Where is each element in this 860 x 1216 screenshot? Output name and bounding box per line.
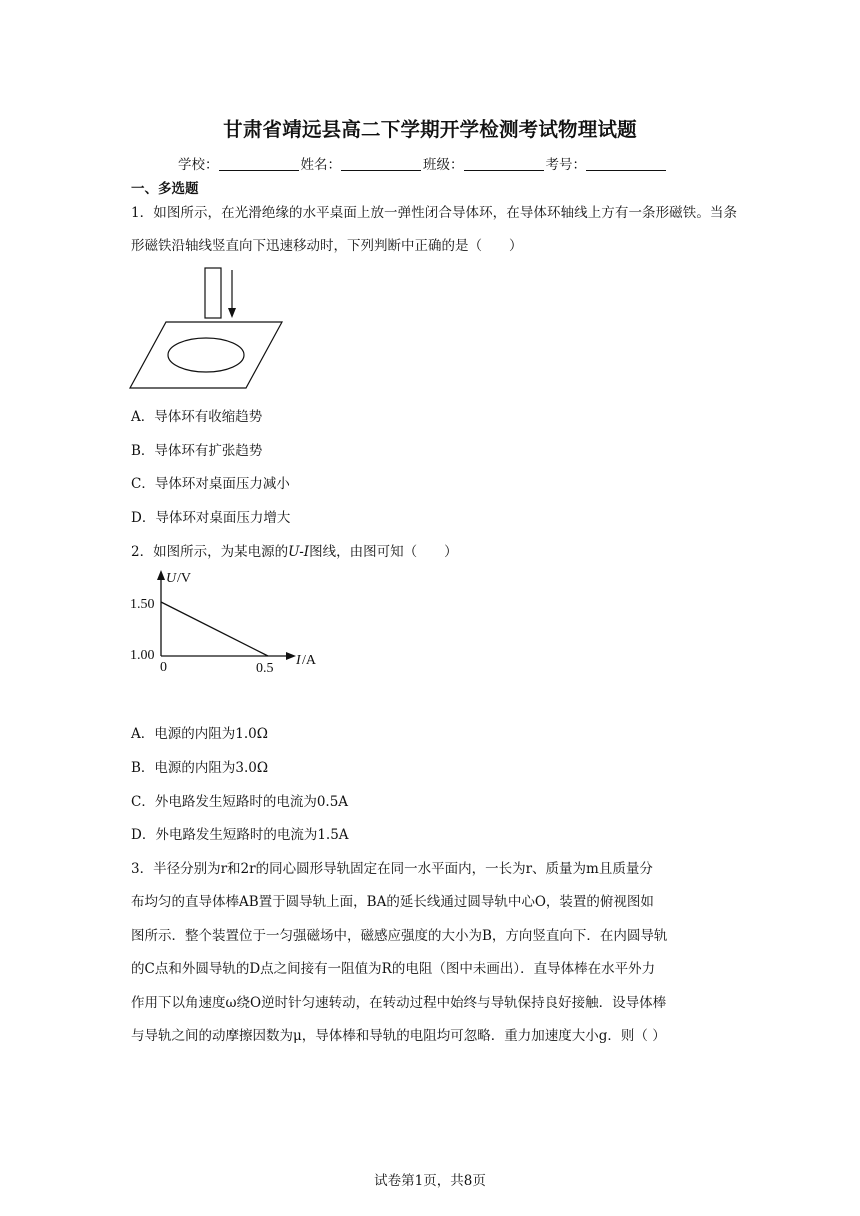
q2-suffix: 图线，由图可知（ ）	[309, 544, 458, 560]
q2-prefix: 2．如图所示，为某电源的	[131, 544, 289, 560]
question-3-line-6: 与导轨之间的动摩擦因数为μ，导体棒和导轨的电阻均可忽略．重力加速度大小g．则（ ）	[131, 1028, 666, 1044]
y-axis-unit: /V	[177, 571, 191, 586]
table-surface	[130, 322, 282, 388]
x-axis-unit: /A	[302, 653, 316, 668]
bar-magnet	[205, 268, 221, 318]
page-footer: 试卷第1页，共8页	[374, 1173, 486, 1189]
q2-option-c[interactable]: C．外电路发生短路时的电流为0.5A	[131, 794, 349, 810]
origin-label: 0	[160, 660, 167, 675]
school-label: 学校：	[178, 157, 219, 173]
q1-option-a[interactable]: A．导体环有收缩趋势	[131, 409, 263, 425]
x-axis-arrow	[286, 652, 296, 660]
section-heading: 一、多选题	[131, 181, 199, 197]
name-blank[interactable]	[341, 156, 421, 171]
motion-arrow-head	[228, 308, 236, 318]
q1-option-d[interactable]: D．导体环对桌面压力增大	[131, 510, 291, 526]
y-tick-top: 1.50	[130, 597, 155, 612]
class-blank[interactable]	[464, 156, 544, 171]
q2-ui-label: U-I	[288, 544, 310, 560]
exam-number-label: 考号：	[545, 157, 586, 173]
school-blank[interactable]	[219, 156, 299, 171]
question-1-text: 1．如图所示，在光滑绝缘的水平桌面上放一弹性闭合导体环，在导体环轴线上方有一条形磁铁。当条形磁铁沿轴线竖直向下迅速移动时，下列判断中正确的是（ ）	[131, 205, 737, 254]
student-info-line	[178, 153, 668, 173]
question-3-line-1: 3．半径分别为r和2r的同心圆形导轨固定在同一水平面内，一长为r、质量为m且质量分	[131, 861, 653, 877]
name-label: 姓名：	[300, 157, 341, 173]
y-axis-label: U	[166, 571, 177, 586]
question-3-line-2: 布均匀的直导体棒AB置于圆导轨上面，BA的延长线通过圆导轨中心O，装置的俯视图如	[131, 894, 654, 910]
u-i-graph	[128, 566, 328, 678]
question-2-text	[131, 540, 458, 560]
y-tick-bottom: 1.00	[130, 648, 155, 663]
q2-option-d[interactable]: D．外电路发生短路时的电流为1.5A	[131, 827, 349, 843]
question-3-line-5: 作用下以角速度ω绕O逆时针匀速转动，在转动过程中始终与导轨保持良好接触．设导体棒	[131, 995, 667, 1011]
class-label: 班级：	[423, 157, 464, 173]
exam-number-blank[interactable]	[586, 156, 666, 171]
q2-option-a[interactable]: A．电源的内阻为1.0Ω	[131, 726, 268, 742]
question-3-line-4: 的C点和外圆导轨的D点之间接有一阻值为R的电阻（图中未画出）．直导体棒在水平外力	[131, 961, 656, 977]
magnet-ring-figure	[128, 264, 288, 392]
q2-option-b[interactable]: B．电源的内阻为3.0Ω	[131, 760, 269, 776]
y-axis-arrow	[157, 570, 165, 580]
u-i-line	[161, 602, 268, 656]
x-tick: 0.5	[256, 661, 274, 676]
q1-option-c[interactable]: C．导体环对桌面压力减小	[131, 476, 290, 492]
q1-option-b[interactable]: B．导体环有扩张趋势	[131, 443, 263, 459]
conductor-ring	[168, 338, 244, 372]
question-3-line-3: 图所示．整个装置位于一匀强磁场中，磁感应强度的大小为B，方向竖直向下．在内圆导轨	[131, 928, 668, 944]
page-title: 甘肃省靖远县高二下学期开学检测考试物理试题	[223, 118, 637, 141]
x-axis-label: I	[296, 653, 301, 668]
